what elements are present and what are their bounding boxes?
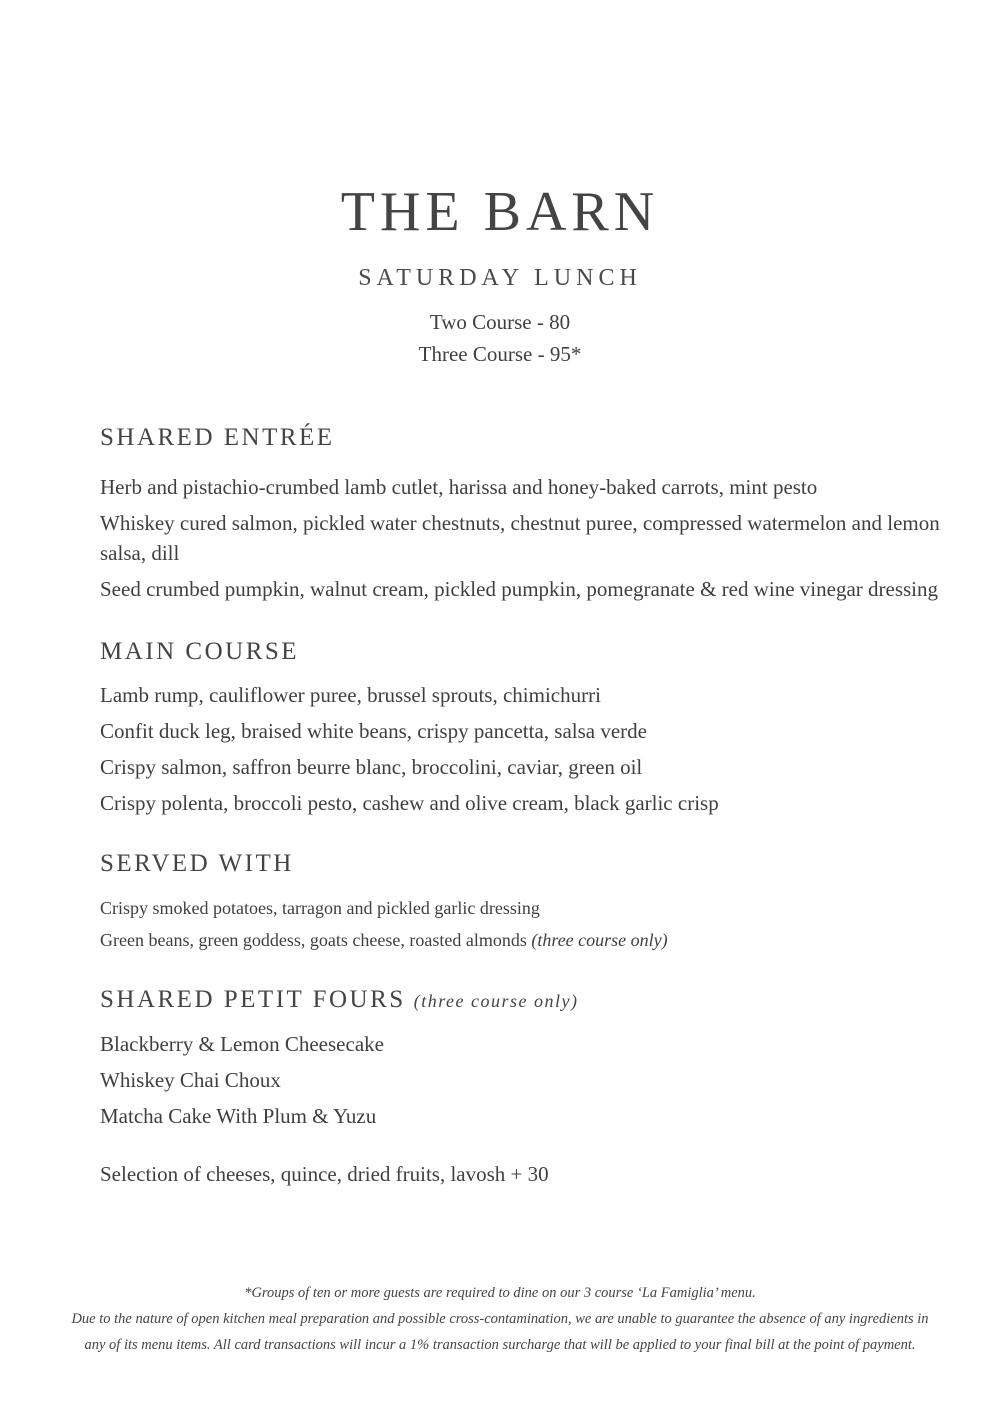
section-heading-text: SHARED PETIT FOURS xyxy=(100,986,406,1013)
cheese-selection: Selection of cheeses, quince, dried fruits, lavosh + 30 xyxy=(100,1162,549,1186)
menu-item: Crispy salmon, saffron beurre blanc, broccolini, caviar, green oil xyxy=(100,755,643,779)
menu-item: Blackberry & Lemon Cheesecake xyxy=(100,1032,384,1056)
three-course-note: (three course only) xyxy=(413,991,579,1011)
section-heading-petit-fours xyxy=(100,982,940,1019)
menu-item: Whiskey Chai Choux xyxy=(100,1068,281,1092)
section-petit-fours xyxy=(100,982,940,1131)
price-two-course: Two Course - 80 xyxy=(429,310,571,334)
menu-item: Matcha Cake With Plum & Yuzu xyxy=(100,1104,377,1128)
menu-item: Whiskey cured salmon, pickled water chestnuts, chestnut puree, compressed watermelon and lemon salsa, dill xyxy=(100,511,940,565)
menu-content xyxy=(100,420,940,1189)
menu-item-text: Green beans, green goddess, goats cheese, roasted almonds xyxy=(100,930,527,950)
section-served-with xyxy=(100,846,940,954)
price-block xyxy=(0,306,1000,370)
menu-item: Seed crumbed pumpkin, walnut cream, pickled pumpkin, pomegranate & red wine vinegar dressing xyxy=(100,577,939,601)
price-three-course: Three Course - 95* xyxy=(418,342,582,366)
footer-group-note: *Groups of ten or more guests are required to dine on our 3 course ‘La Famiglia’ menu. xyxy=(244,1285,756,1301)
menu-subtitle: SATURDAY LUNCH xyxy=(358,265,642,291)
section-heading-served-with: SERVED WITH xyxy=(100,850,294,877)
menu-item: Lamb rump, cauliflower puree, brussel sprouts, chimichurri xyxy=(100,683,601,707)
menu-item: Herb and pistachio-crumbed lamb cutlet, harissa and honey-baked carrots, mint pesto xyxy=(100,475,818,499)
section-heading-main: MAIN COURSE xyxy=(100,638,300,665)
menu-item: Crispy polenta, broccoli pesto, cashew and olive cream, black garlic crisp xyxy=(100,791,719,815)
three-course-note: (three course only) xyxy=(531,930,668,950)
section-main xyxy=(100,634,940,818)
menu-item: Confit duck leg, braised white beans, crispy pancetta, salsa verde xyxy=(100,719,647,743)
section-entree xyxy=(100,420,940,604)
footer-allergen-surcharge-note: Due to the nature of open kitchen meal preparation and possible cross-contamination, we are unable to guarantee the absence of any ingredients in any of its menu items. All card transactions will incur a 1% transaction surcharge that will be applied to your final bill at the point of payment. xyxy=(71,1311,929,1353)
section-heading-entree: SHARED ENTRÉE xyxy=(100,424,335,451)
footer-disclaimer xyxy=(60,1280,940,1358)
menu-header xyxy=(0,180,1000,370)
restaurant-title: THE BARN xyxy=(340,181,660,243)
menu-item xyxy=(100,926,940,954)
menu-item: Crispy smoked potatoes, tarragon and pickled garlic dressing xyxy=(100,898,540,918)
